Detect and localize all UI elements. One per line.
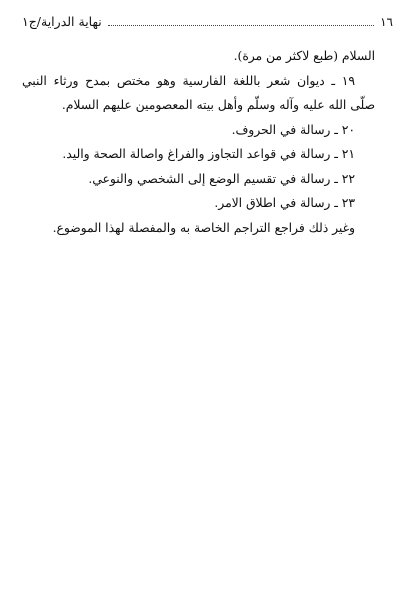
list-item-21: ٢١ ـ رسالة في قواعد التجاوز والفراغ واصالة الصحة واليد. [62,147,355,161]
list-item-23: ٢٣ ـ رسالة في اطلاق الامر. [214,196,355,210]
body-text [22,44,375,240]
page-number: ١٦ [380,15,393,29]
list-item-22: ٢٢ ـ رسالة في تقسيم الوضع إلى الشخصي والنوعي. [88,171,355,186]
header-dotted-leader [108,16,374,26]
closing-paragraph: وغير ذلك فراجع التراجم الخاصة به والمفصلة لهذا الموضوع. [52,220,355,235]
text-line: صلّى الله عليه وآله وسلّم وأهل بيته المعصومين عليهم السلام. [61,98,375,112]
page-header [22,14,393,34]
list-item-19: ١٩ ـ ديوان شعر باللغة الفارسية وهو مختص بمدح ورثاء النبي [22,73,355,88]
list-item-20: ٢٠ ـ رسالة في الحروف. [231,122,355,137]
running-title: نهاية الدراية/ج١ [22,14,102,29]
text-line: السلام (طبع لاكثر من مرة). [233,49,375,63]
